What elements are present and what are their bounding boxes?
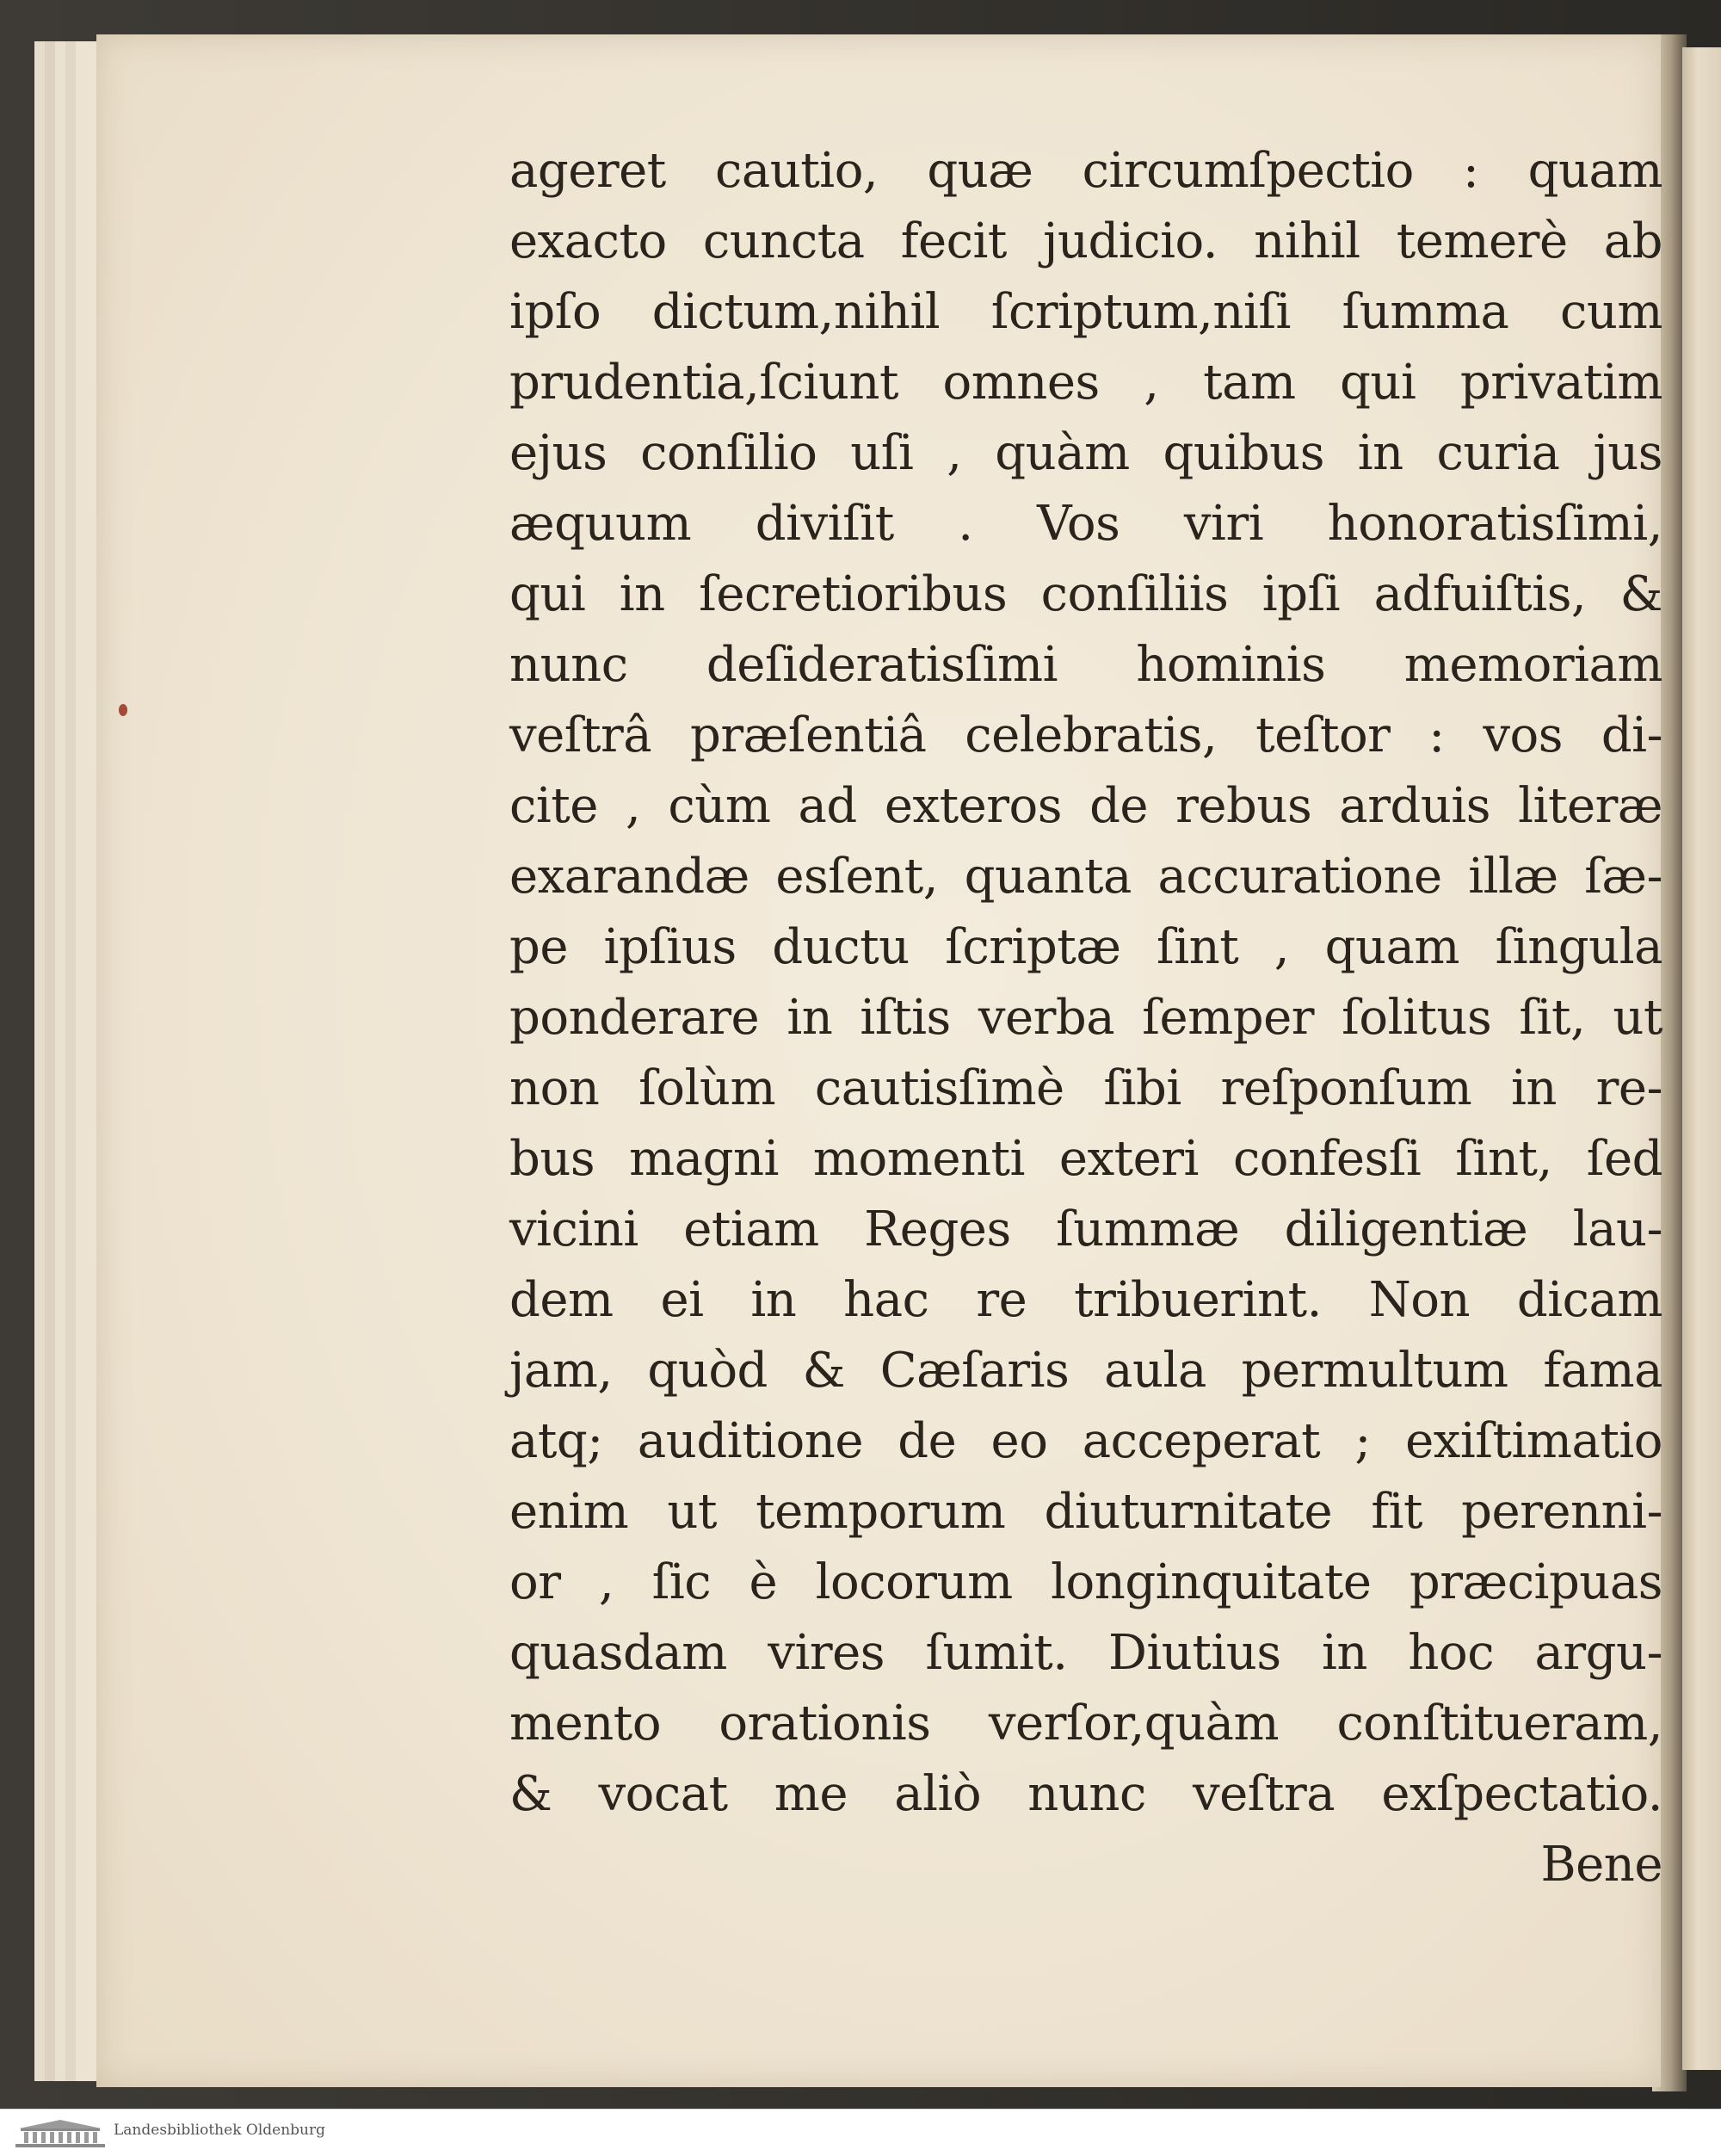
text-line: exarandæ esſent, quanta accuratione illæ ſæ- — [509, 849, 1662, 905]
text-line: æquum diviſit . Vos viri honoratisſimi, — [509, 496, 1662, 552]
text-line: non ſolùm cautisſimè ſibi reſponſum in re- — [509, 1060, 1662, 1116]
text-line: cite , cùm ad exteros de rebus arduis literæ — [509, 778, 1662, 834]
text-line: prudentia,ſciunt omnes , tam qui privatim — [509, 355, 1662, 411]
catchword: Bene — [1540, 1837, 1662, 1893]
text-line: exacto cuncta fecit judicio. nihil temerè ab — [509, 213, 1662, 269]
facing-page-edge — [1682, 47, 1721, 2070]
text-line: qui in ſecretioribus conſiliis ipſi adfuiſtis, & — [509, 566, 1662, 622]
text-line: or , ſic è locorum longinquitate præcipuas — [509, 1554, 1662, 1610]
paper-stain — [119, 704, 127, 716]
text-line: atq; auditione de eo acceperat ; exiſtimatio — [509, 1413, 1662, 1469]
book-page — [96, 34, 1661, 2087]
text-line: veſtrâ præſentiâ celebratis, teſtor : vos di- — [509, 707, 1662, 763]
text-line: & vocat me aliò nunc veſtra exſpectatio. — [509, 1766, 1662, 1822]
text-line: jam, quòd & Cæſaris aula permultum fama — [509, 1343, 1662, 1399]
text-line: vicini etiam Reges ſummæ diligentiæ lau- — [509, 1202, 1662, 1257]
library-building-icon — [15, 2118, 105, 2147]
text-line: nunc deſideratisſimi hominis memoriam — [509, 637, 1662, 693]
text-line: ponderare in iſtis verba ſemper ſolitus ſit, ut — [509, 990, 1662, 1046]
text-line: pe ipſius ductu ſcriptæ ſint , quam ſingula — [509, 919, 1662, 975]
footer-bar — [0, 2109, 1721, 2156]
text-line: dem ei in hac re tribuerint. Non dicam — [509, 1272, 1662, 1328]
library-name: Landesbibliothek Oldenburg — [114, 2122, 326, 2139]
text-line: ejus conſilio uſi , quàm quibus in curia jus — [509, 425, 1662, 481]
text-line: ageret cautio, quæ circumſpectio : quam — [509, 143, 1662, 199]
text-line: enim ut temporum diuturnitate fit perenni- — [509, 1484, 1662, 1540]
text-line: ipſo dictum,nihil ſcriptum,niſi ſumma cum — [509, 284, 1662, 340]
page-text — [509, 136, 1662, 1900]
text-line: quasdam vires ſumit. Diutius in hoc argu- — [509, 1625, 1662, 1681]
text-line: mento orationis verſor,quàm conſtitueram, — [509, 1696, 1662, 1751]
text-line: bus magni momenti exteri confesſi ſint, ſed — [509, 1131, 1662, 1187]
